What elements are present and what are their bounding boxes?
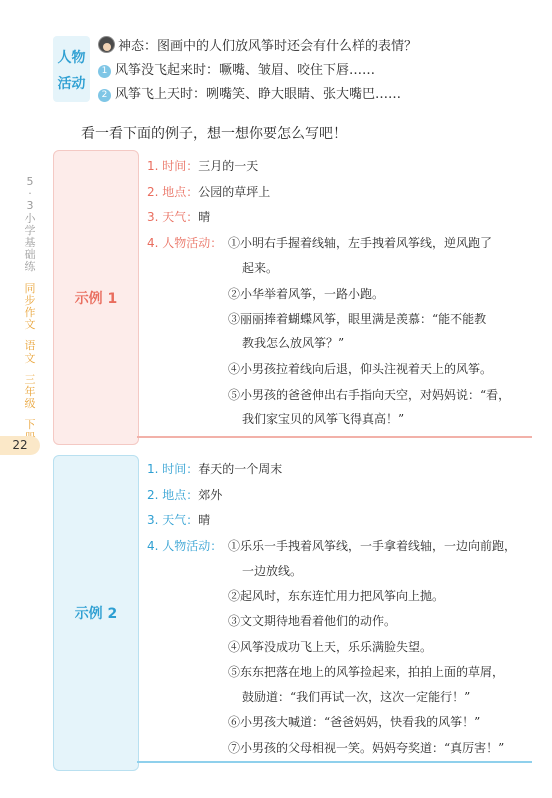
example-2-divider [137,761,532,763]
side-char: 文 [24,318,36,332]
ex2-activity-line: 一边放线。 [242,564,303,578]
ex2-place-value: 郊外 [198,488,223,502]
side-char: 练 [24,260,36,274]
ex2-time-label: 1. 时间： [147,462,199,476]
side-grade [21,374,39,411]
ex2-activity-label-row [147,537,222,554]
ex2-place-label: 2. 地点： [147,488,199,502]
example-2-label-box [53,455,139,771]
example-1-label: 示例 1 [74,290,118,307]
ex2-weather-value: 晴 [198,513,211,527]
ex2-activity-line: ⑥小男孩大喊道：“爸爸妈妈，快看我的风筝！” [228,715,481,729]
side-char: 文 [24,351,36,365]
character-activity-tag [53,36,90,102]
side-char: 3 [26,199,34,213]
ex1-weather-row [147,208,210,225]
side-char: 基 [24,236,36,250]
side-char: 小 [24,211,36,225]
ex2-weather-label: 3. 天气： [147,513,199,527]
ex1-activity-line: ①小明右手握着线轴，左手拽着风筝线，逆风跑了 [228,236,493,250]
ex2-activity-line: 鼓励道：“我们再试一次，这次一定能行！” [242,690,471,704]
ex1-time-row [147,157,258,174]
ex1-activity-label: 4. 人物活动： [147,236,223,250]
example-1-divider [137,436,532,438]
example-1-label-box [53,150,139,445]
expression-item-text: 风筝飞上天时：咧嘴笑、睁大眼睛、张大嘴巴…… [115,87,402,102]
ex2-activity-label: 4. 人物活动： [147,539,223,553]
ex1-activity-line: ⑤小男孩的爸爸伸出右手指向天空，对妈妈说：“看， [228,388,511,402]
side-char: 下 [24,418,36,432]
side-char: 语 [24,339,36,353]
ex1-place-row [147,183,270,200]
ex1-weather-label: 3. 天气： [147,210,199,224]
ex2-place-row [147,486,222,503]
ex1-place-label: 2. 地点： [147,185,199,199]
side-char: 作 [24,306,36,320]
ex1-activity-line: ③丽丽捧着蝴蝶风筝，眼里满是羡慕：“能不能教 [228,312,487,326]
ex1-activity-line: 起来。 [242,261,279,275]
ex1-activity-line: ②小华举着风筝，一路小跑。 [228,287,385,301]
intro-text: 看一看下面的例子，想一想你要怎么写吧！ [81,126,347,142]
side-char: 同 [24,281,36,295]
side-series-text [21,176,39,274]
ex2-activity-line: ④风筝没成功飞上天，乐乐满脸失望。 [228,640,433,654]
expression-item-text: 风筝没飞起来时：噘嘴、皱眉、咬住下唇…… [115,63,376,78]
ex2-time-value: 春天的一个周末 [198,462,283,476]
expression-item-1 [98,59,375,78]
tag-line-1: 人物 [57,50,86,66]
expression-question: 神态：图画中的人们放风筝时还会有什么样的表情？ [118,39,418,54]
ex2-time-row [147,460,282,477]
ex2-activity-line: ⑦小男孩的父母相视一笑。妈妈夸奖道：“真厉害！” [228,741,505,755]
number-2-icon: 2 [98,89,111,102]
ex2-activity-line: ②起风时，东东连忙用力把风筝向上抛。 [228,589,445,603]
side-char: 年 [24,385,36,399]
ex1-activity-line: 教我怎么放风筝？” [242,336,345,350]
ex1-activity-line: 我们家宝贝的风筝飞得真高！” [242,412,405,426]
side-language [21,340,39,364]
expression-item-2 [98,83,401,102]
ex2-weather-row [147,511,210,528]
ex1-time-value: 三月的一天 [198,159,259,173]
ex2-activity-line: ③文文期待地看着他们的动作。 [228,614,397,628]
side-char: · [28,187,32,201]
side-char: 5 [26,175,34,188]
ex1-place-value: 公园的草坪上 [198,185,271,199]
side-char: 学 [24,223,36,237]
number-1-icon: 1 [98,65,111,78]
ex1-time-label: 1. 时间： [147,159,199,173]
side-char: 步 [24,293,36,307]
page-number: 22 [0,436,40,455]
ex2-activity-line: ⑤东东把落在地上的风筝捡起来，拍拍上面的草屑， [228,665,505,679]
side-char: 级 [24,397,36,411]
side-subject [21,283,39,332]
ex1-weather-value: 晴 [198,210,211,224]
avatar-icon [98,36,115,53]
ex2-activity-line: ①乐乐一手拽着风筝线，一手拿着线轴，一边向前跑， [228,539,517,553]
expression-row [98,35,417,54]
ex1-activity-line: ④小男孩拉着线向后退，仰头注视着天上的风筝。 [228,362,493,376]
example-2-label: 示例 2 [74,606,118,622]
side-char: 础 [24,248,36,262]
tag-line-2: 活动 [57,76,86,92]
side-series-title [21,176,39,444]
side-char: 三 [24,372,36,386]
ex1-activity-label-row [147,234,222,251]
